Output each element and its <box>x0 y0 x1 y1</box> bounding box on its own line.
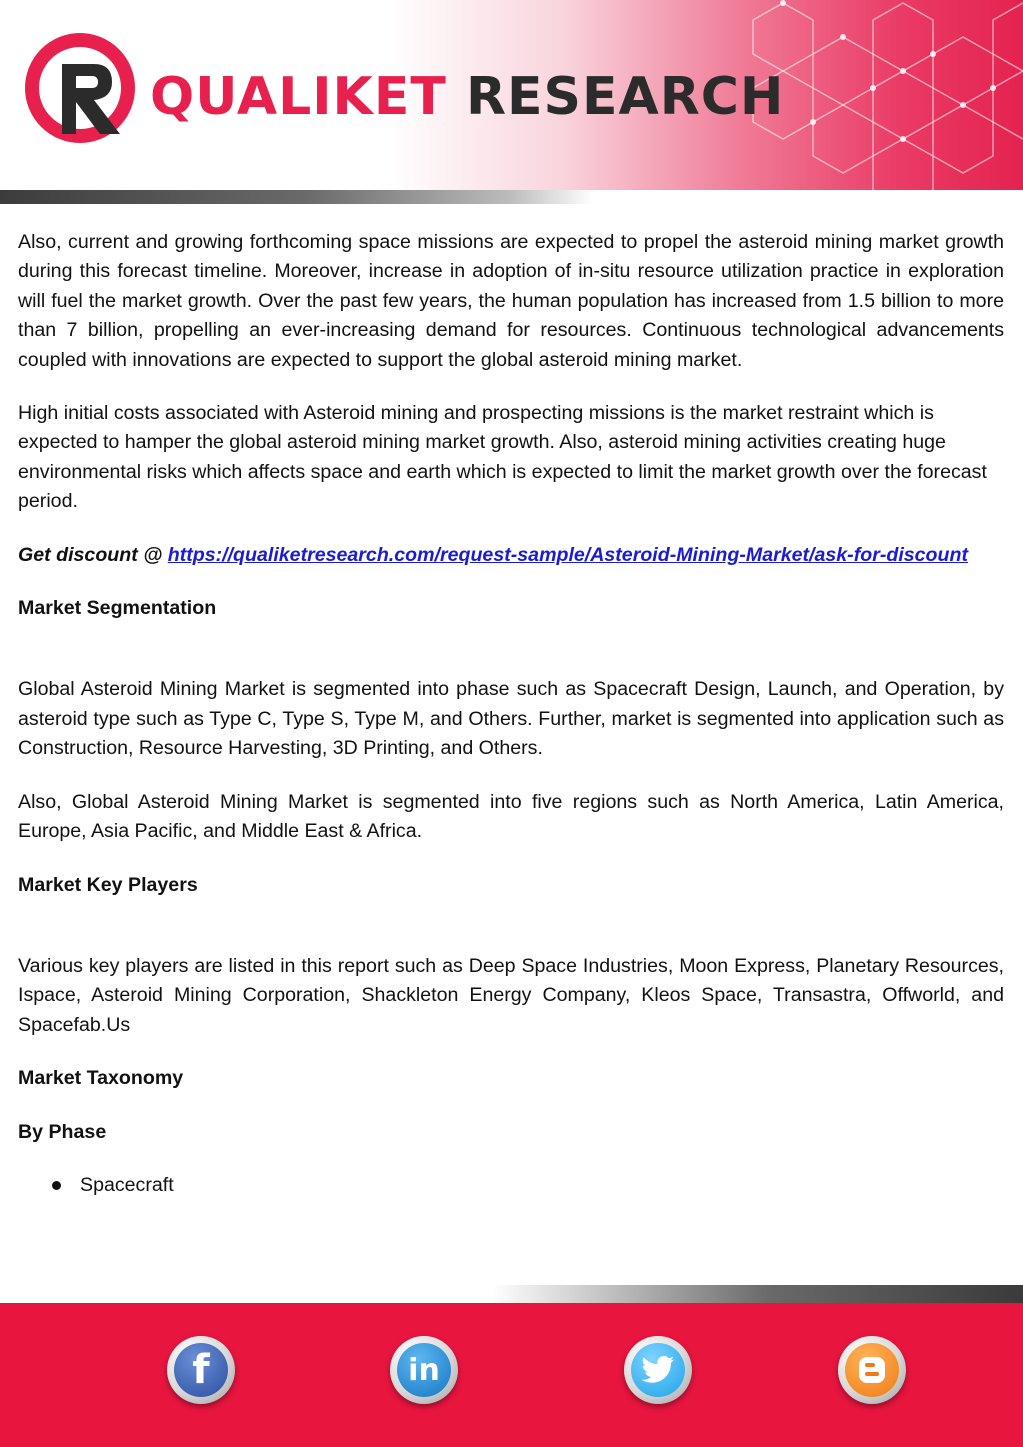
qr-logo-icon <box>22 30 142 150</box>
phase-list <box>18 1171 1004 1200</box>
facebook-glyph: f <box>174 1343 228 1397</box>
segmentation-paragraph-2: Also, Global Asteroid Mining Market is segmented into five regions such as North America, Latin America, Europe, Asia Pacific, and Middle East & Africa. <box>18 790 1004 843</box>
intro-paragraph-2: High initial costs associated with Asteroid mining and prospecting missions is the market restraint which is expected to hamper the global asteroid mining market growth. Also, asteroid mining activities creating huge environmental risks which affects space and earth which is expected to limit the market growth over the forecast period. <box>18 402 987 513</box>
twitter-bird-shape <box>641 1356 675 1384</box>
intro-paragraph-1: Also, current and growing forthcoming space missions are expected to propel the asteroid mining market growth during this forecast timeline. Moreover, increase in adoption of in-situ resource utilization practice in exploration will fuel the market growth. Over the past few years, the human population has increased from 1.5 billion to more than 7 billion, propelling an ever-increasing demand for resources. Continuous technological advancements coupled with innovations are expected to support the global asteroid mining market. <box>18 231 1004 371</box>
phase-item-label: Spacecraft <box>80 1173 174 1196</box>
segmentation-paragraph-1: Global Asteroid Mining Market is segmented into phase such as Spacecraft Design, Launch, and Operation, by asteroid type such as Type C, Type S, Type M, and Others. Further, market is segmented into application such as Construction, Resource Harvesting, 3D Printing, and Others. <box>18 678 1004 760</box>
footer-divider-bar <box>0 1285 1023 1303</box>
facebook-icon[interactable] <box>167 1336 235 1404</box>
bullet-icon <box>52 1181 61 1190</box>
taxonomy-heading: Market Taxonomy <box>18 1067 184 1090</box>
twitter-icon[interactable] <box>624 1336 692 1404</box>
phase-heading: By Phase <box>18 1120 107 1143</box>
linkedin-icon[interactable] <box>390 1336 458 1404</box>
segmentation-heading: Market Segmentation <box>18 597 217 620</box>
blogger-b-shape <box>857 1355 887 1385</box>
header-divider-bar <box>0 190 1023 204</box>
page-header <box>0 0 1023 190</box>
discount-link[interactable]: https://qualiketresearch.com/request-sample/Asteroid-Mining-Market/ask-for-discount <box>167 543 968 566</box>
discount-label: Get discount @ <box>18 543 168 566</box>
brand-name <box>150 62 784 132</box>
blogger-icon[interactable] <box>838 1336 906 1404</box>
document-body <box>18 228 1004 1200</box>
brand-word-qualiket: QUALIKET <box>150 67 447 127</box>
linkedin-glyph: in <box>397 1343 451 1397</box>
blogger-b-icon <box>845 1343 899 1397</box>
key-players-heading: Market Key Players <box>18 873 198 896</box>
brand-word-research: RESEARCH <box>465 67 785 127</box>
list-item <box>18 1171 1004 1200</box>
twitter-bird-icon <box>631 1343 685 1397</box>
discount-line <box>18 541 1004 570</box>
key-players-paragraph: Various key players are listed in this report such as Deep Space Industries, Moon Express, Planetary Resources, Ispace, Asteroid Mining Corporation, Shackleton Energy Company, Kleos Space, Transastra, Offworld, and Spacefab.Us <box>18 954 1004 1036</box>
